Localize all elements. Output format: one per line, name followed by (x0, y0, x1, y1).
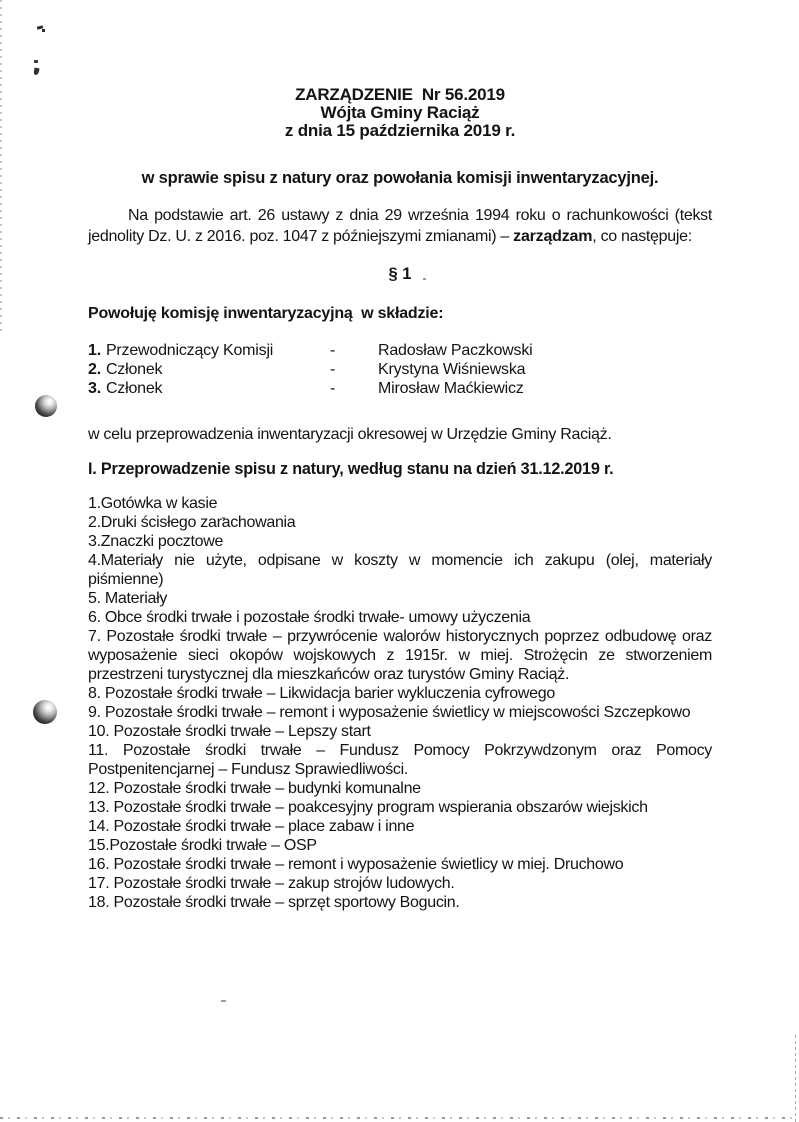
member-role-cell (88, 360, 330, 379)
inventory-item: 3.Znaczki pocztowe (88, 533, 224, 550)
separator-dash: - (330, 361, 336, 378)
binder-hole-artifact (35, 395, 57, 417)
inventory-item: 10. Pozostałe środki trwałe – Lepszy start (88, 723, 371, 740)
inventory-item: 1.Gotówka w kasie (88, 495, 218, 512)
preamble-text: , co następuje: (592, 228, 692, 245)
inventory-item: 6. Obce środki trwałe i pozostałe środki trwałe- umowy użyczenia (88, 609, 531, 626)
member-number: 3. (88, 380, 101, 397)
inventory-item: 7. Pozostałe środki trwałe – przywrócenie walorów historycznych poprzez odbudowę oraz wyposażenie sieci okopów wojskowych z 1915r. w miej. Strożęcin ze stworzeniem przestrzeni turystycznej dla mieszkańców oraz turystów Gminy Raciąż. (88, 628, 712, 683)
member-name: Krystyna Wiśniewska (378, 361, 526, 378)
subject-line: w sprawie spisu z natury oraz powołania komisji inwentaryzacyjnej. (141, 169, 659, 187)
inventory-item: 5. Materiały (88, 590, 168, 607)
inventory-item: 9. Pozostałe środki trwałe – remont i wyposażenie świetlicy w miejscowości Szczepkowo (88, 704, 691, 721)
member-number: 1. (88, 342, 101, 359)
inventory-item: 12. Pozostałe środki trwałe – budynki komunalne (88, 780, 421, 797)
ordinance-issuer: Wójta Gminy Raciąż (320, 103, 480, 122)
inventory-item: 16. Pozostałe środki trwałe – remont i wyposażenie świetlicy w miej. Druchowo (88, 856, 624, 873)
scan-speck (42, 29, 45, 32)
inventory-item: 17. Pozostałe środki trwałe – zakup strojów ludowych. (88, 875, 455, 892)
separator-dash: - (330, 380, 336, 397)
inventory-item: 15.Pozostałe środki trwałe – OSP (88, 837, 317, 854)
inventory-list (88, 494, 712, 912)
inventory-item: 8. Pozostałe środki trwałe – Likwidacja barier wykluczenia cyfrowego (88, 685, 555, 702)
committee-heading: Powołuję komisję inwentaryzacyjną w składzie: (88, 305, 444, 322)
scan-speck (34, 68, 40, 76)
committee-member-row (88, 360, 712, 379)
inventory-item: 4.Materiały nie użyte, odpisane w koszty w momencie ich zakupu (olej, materiały piśmienne) (88, 552, 712, 588)
committee-member-row (88, 379, 712, 398)
scan-speck (221, 1000, 226, 1002)
preamble-text: Na podstawie art. 26 ustawy z dnia 29 września 1994 roku o rachunkowości (tekst jednolity Dz. U. z 2016. poz. 1047 z późniejszymi zmianami) – (88, 207, 712, 245)
binder-hole-artifact (33, 700, 57, 724)
ordinance-date: z dnia 15 października 2019 r. (284, 121, 516, 140)
member-role: Członek (105, 361, 163, 378)
scan-edge-noise-right (795, 1035, 796, 1122)
scan-edge-noise-left (0, 0, 2, 335)
section-1-mark: § 1 (388, 265, 412, 283)
member-role-cell (88, 379, 330, 398)
scan-bottom-line (0, 1117, 799, 1119)
member-name: Radosław Paczkowski (378, 342, 533, 359)
inventory-item: 13. Pozostałe środki trwałe – poakcesyjny program wspierania obszarów wiejskich (88, 799, 648, 816)
title-block (88, 86, 712, 140)
member-role: Przewodniczący Komisji (105, 342, 274, 359)
committee-list (88, 341, 712, 398)
ordinance-number: ZARZĄDZENIE Nr 56.2019 (295, 85, 505, 104)
committee-purpose: w celu przeprowadzenia inwentaryzacji okresowej w Urzędzie Gminy Raciąż. (88, 426, 612, 443)
inventory-item: 11. Pozostałe środki trwałe – Fundusz Pomocy Pokrzywdzonym oraz Pomocy Postpenitencjarnej – Fundusz Sprawiedliwości. (88, 742, 712, 778)
part-1-heading: I. Przeprowadzenie spisu z natury, według stanu na dzień 31.12.2019 r. (88, 460, 614, 478)
scan-speck (34, 60, 38, 63)
member-name: Mirosław Maćkiewicz (378, 380, 524, 397)
separator-dash: - (330, 342, 336, 359)
member-number: 2. (88, 361, 101, 378)
inventory-item: 2.Druki ścisłego zarachowania (88, 514, 296, 531)
member-role-cell (88, 341, 330, 360)
inventory-item: 18. Pozostałe środki trwałe – sprzęt sportowy Bogucin. (88, 894, 460, 911)
document-content (88, 86, 712, 912)
member-role: Członek (105, 380, 163, 397)
preamble-paragraph (88, 205, 712, 247)
committee-member-row (88, 341, 712, 360)
preamble-bold-word: zarządzam (513, 228, 593, 245)
inventory-item: 14. Pozostałe środki trwałe – place zabaw i inne (88, 818, 415, 835)
